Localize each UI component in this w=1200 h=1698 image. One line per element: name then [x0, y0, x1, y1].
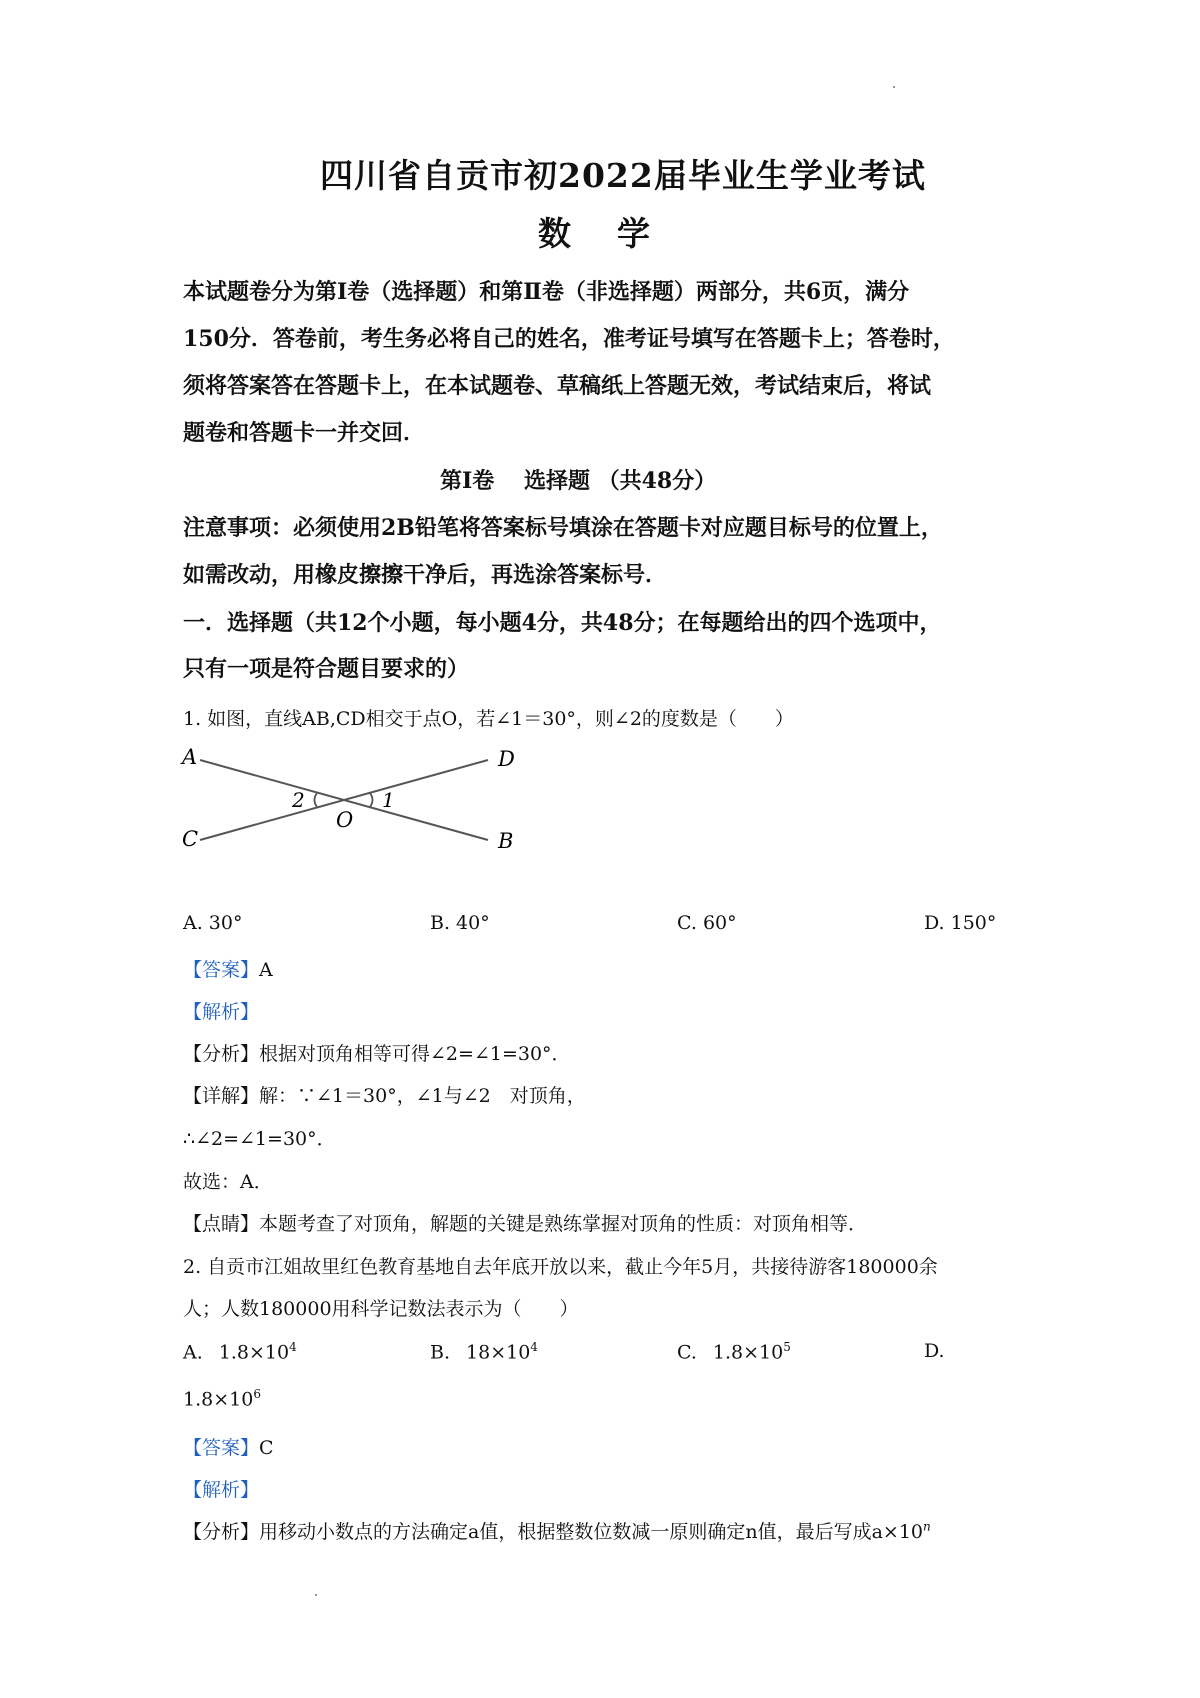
option-value: 1.8×10 [218, 1341, 290, 1364]
detail-text: 解：∵∠1＝30°，∠1与∠2 对顶角， [259, 1085, 586, 1107]
comment-tag: 【点睛】 [183, 1213, 260, 1235]
q2-option-c [677, 1340, 791, 1363]
q2-answer [183, 1433, 274, 1460]
point-a-label: A [182, 745, 198, 769]
point-o-label: O [336, 808, 354, 832]
part-heading: 一．选择题（共12个小题，每小题4分，共48分；在每题给出的四个选项中， [183, 610, 942, 636]
fenxi-text: 用移动小数点的方法确定a值，根据整数位数减一原则确定n值，最后写成a×10 [259, 1521, 924, 1543]
option-exponent: 4 [289, 1340, 297, 1354]
q2-analysis-tag: 【解析】 [183, 1479, 260, 1501]
question-2-stem: 2. 自贡市江姐故里红色教育基地自去年底开放以来，截止今年5月，共接待游客180000余 [183, 1256, 938, 1278]
q1-option-d: D. 150° [924, 912, 997, 934]
q2-option-a [183, 1340, 297, 1363]
option-letter: A. [183, 1341, 203, 1364]
answer-tag: 【答案】 [183, 1437, 260, 1459]
fenxi-text: 根据对顶角相等可得∠2=∠1=30°． [259, 1043, 571, 1065]
intro-line: 须将答案答在答题卡上，在本试题卷、草稿纸上答题无效，考试结束后，将试 [183, 373, 932, 399]
intro-line: 本试题卷分为第Ⅰ卷（选择题）和第Ⅱ卷（非选择题）两部分，共6页，满分 [183, 279, 910, 305]
q1-fenxi [183, 1039, 571, 1066]
q1-analysis-tag: 【解析】 [183, 1001, 260, 1023]
notice-line: 如需改动，用橡皮擦擦干净后，再选涂答案标号． [183, 562, 668, 588]
q1-option-c: C. 60° [677, 912, 737, 934]
question-1-stem: 1. 如图，直线AB,CD相交于点O，若∠1＝30°，则∠2的度数是（ ） [183, 708, 794, 730]
angle-2-arc [315, 793, 318, 807]
option-value: 1.8×10 [712, 1341, 784, 1364]
point-d-label: D [498, 747, 515, 771]
point-c-label: C [182, 827, 199, 851]
intro-line: 题卷和答题卡一并交回． [183, 420, 426, 446]
q1-option-b: B. 40° [430, 912, 490, 934]
option-exponent: 5 [783, 1340, 791, 1354]
angle-1-arc [370, 793, 373, 807]
exam-title: 四川省自贡市初2022届毕业生学业考试 [320, 156, 926, 195]
option-value: 1.8×10 [183, 1388, 254, 1411]
scan-speck [893, 86, 895, 88]
comment-text: 本题考查了对顶角，解题的关键是熟练掌握对顶角的性质：对顶角相等． [259, 1213, 868, 1235]
intro-line: 150分．答卷前，考生务必将自己的姓名，准考证号填写在答题卡上；答卷时， [183, 326, 955, 352]
point-b-label: B [498, 829, 514, 853]
question-2-stem-cont: 人；人数180000用科学记数法表示为（ ） [183, 1298, 579, 1320]
option-letter: B. [430, 1341, 451, 1364]
q2-option-b [430, 1340, 538, 1363]
subject-title: 数学 [538, 214, 696, 253]
q2-fenxi [183, 1517, 931, 1544]
option-exponent: 4 [530, 1340, 538, 1354]
q1-option-a: A. 30° [183, 912, 243, 934]
q1-detail [183, 1081, 586, 1108]
option-letter: C. [677, 1341, 697, 1364]
part-heading: 只有一项是符合题目要求的） [183, 656, 470, 682]
option-exponent: 6 [253, 1387, 261, 1401]
q2-option-d [924, 1340, 945, 1362]
angle-2-label: 2 [292, 788, 305, 812]
option-value: 18×10 [466, 1341, 531, 1364]
q1-comment [183, 1209, 867, 1236]
q1-figure [170, 738, 530, 858]
section-title: 第Ⅰ卷 选择题 （共48分） [440, 468, 717, 494]
scan-speck [315, 1594, 317, 1596]
fenxi-tag: 【分析】 [183, 1043, 260, 1065]
answer-value: C [259, 1437, 274, 1459]
angle-1-label: 1 [382, 788, 395, 812]
answer-tag: 【答案】 [183, 959, 260, 981]
answer-value: A [259, 959, 273, 981]
detail-tag: 【详解】 [183, 1085, 260, 1107]
q2-option-d-value [183, 1387, 261, 1410]
q1-answer [183, 955, 273, 982]
fenxi-exponent: n [923, 1519, 931, 1534]
q1-conclusion: ∴∠2=∠1=30°． [183, 1128, 336, 1150]
fenxi-tag: 【分析】 [183, 1521, 260, 1543]
notice-line: 注意事项：必须使用2B铅笔将答案标号填涂在答题卡对应题目标号的位置上， [183, 515, 943, 541]
option-letter: D. [924, 1340, 945, 1362]
q1-choice: 故选：A． [183, 1171, 273, 1193]
